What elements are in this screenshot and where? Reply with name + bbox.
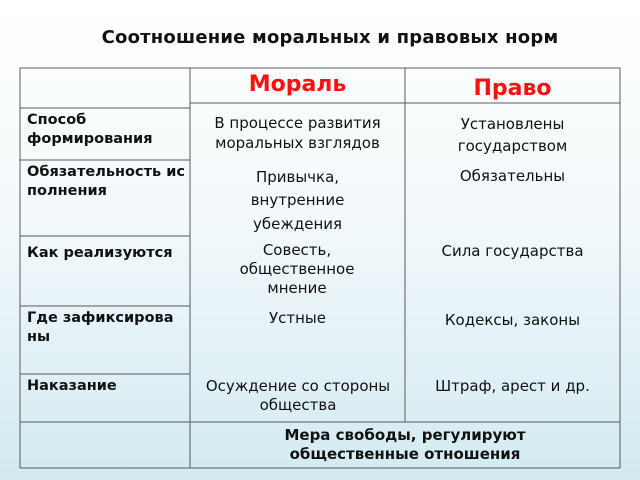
law-implementation: Сила государства: [441, 242, 584, 260]
row-label-punishment: Наказание: [27, 378, 117, 394]
moral-formation: В процессе развития моральных взглядов: [214, 114, 381, 152]
header-moral: Мораль: [248, 72, 347, 97]
row-label-fixation: Где зафиксированы: [27, 310, 174, 345]
law-fixation: Кодексы, законы: [444, 311, 581, 329]
moral-punishment: Осуждение со стороны общества: [205, 377, 391, 414]
law-obligation: Обязательны: [459, 167, 566, 185]
row-label-implementation: Как реализуются: [27, 245, 173, 261]
law-punishment: Штраф, арест и др.: [435, 377, 590, 395]
header-law: Право: [473, 76, 552, 101]
law-formation: Установлены государством: [457, 115, 568, 155]
row-label-formation: Способ формирования: [27, 112, 153, 147]
moral-obligation: Привычка, внутренние убеждения: [250, 168, 345, 233]
moral-fixation: Устные: [268, 309, 326, 327]
footer-common-feature: Мера свободы, регулируют общественные отношения: [284, 426, 526, 463]
page-title: Соотношение моральных и правовых норм: [101, 27, 559, 48]
row-label-obligation: Обязательность исполнения: [27, 164, 185, 199]
moral-implementation: Совесть, общественное мнение: [239, 241, 355, 297]
